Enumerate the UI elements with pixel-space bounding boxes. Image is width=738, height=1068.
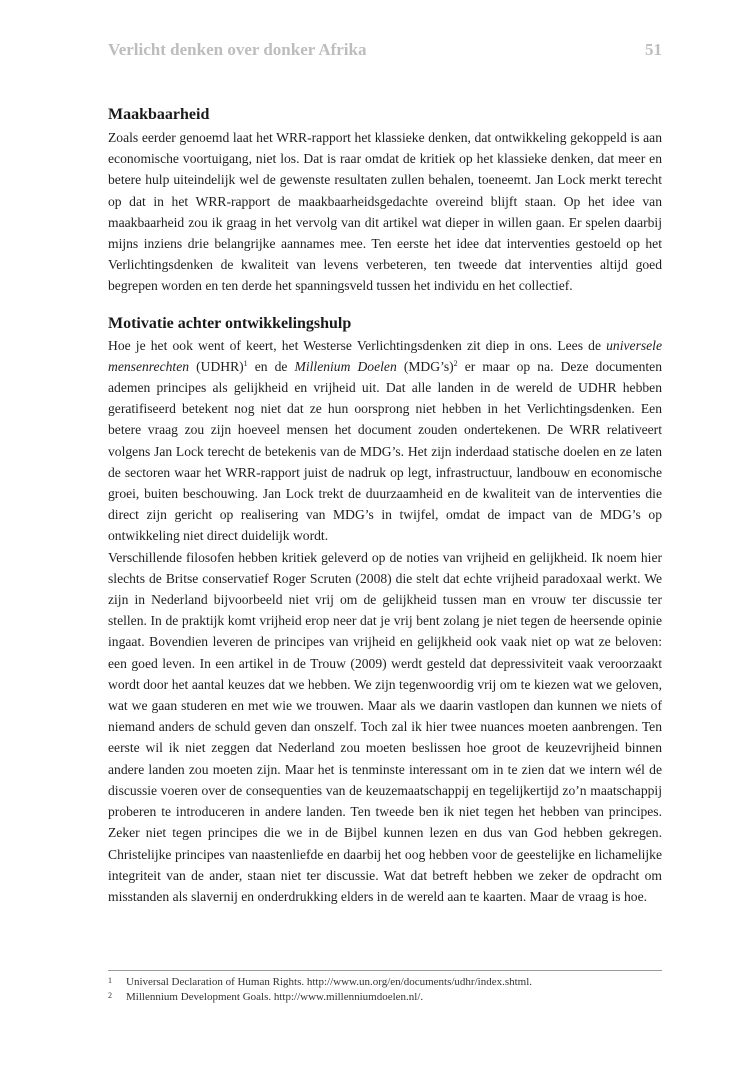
footnote-number: 2 (108, 991, 112, 1000)
footnote-ref-1[interactable]: 1 (243, 358, 248, 368)
footnote-text: Universal Declaration of Human Rights. http://www.un.org/en/documents/udhr/index.shtml. (126, 976, 533, 988)
section-motivatie (108, 313, 662, 907)
footnote-number: 1 (108, 976, 112, 985)
page-number: 51 (645, 40, 662, 59)
paragraph: Verschillende filosofen hebben kritiek geleverd op de noties van vrijheid en gelijkheid. Ik noem hier slechts de Britse conservatief Roger Scruten (2008) die stelt dat echte vrijheid paradoxaal werkt. We zijn in Nederland bijvoorbeeld niet vrij om de gelijkheid tussen man en vrouw ter discussie ter stellen. In de praktijk komt vrijheid erop neer dat je vrij bent zolang je niet tegen de heersende opinie ingaat. Bovendien leveren de principes van vrijheid en gelijkheid ook vaak niet op wat ze beloven: een goed leven. In een artikel in de Trouw (2009) werdt gesteld dat depressiviteit vaak veroorzaakt wordt door het aantal keuzes dat we hebben. We zijn tegenwoordig vrij om te kiezen wat we geloven, wat we gaan studeren en met wie we trouwen. Maar als we daarin vastlopen dan kunnen we niets of niemand anders de schuld geven dan onszelf. Toch zal ik hier twee nuances moeten aanbrengen. Ten eerste wil ik niet zeggen dat Nederland zou moeten beslissen hoe groot de keuzevrijheid binnen andere landen zou moeten zijn. Maar het is tenminste interessant om in te zien dat we intern wél de discussie voeren over de consequenties van de keuzemaatschappij en tegelijkertijd zo’n maatschappij proberen te introduceren in andere landen. Ten tweede ben ik niet tegen het hebben van principes. Zeker niet tegen principes die we in de Bijbel kunnen lezen en dus van God hebben gekregen. Christelijke principes van naastenliefde en daarbij het oog hebben voor de geestelijke en lichamelijke integriteit van de ander, staan niet ter discussie. Wat dat betreft hebben we zeker de opdracht om misstanden als slavernij en onderdrukking elders in de wereld aan te kaarten. Maar de vraag is hoe. (108, 549, 662, 904)
text-run: er maar op na. Deze documenten ademen principes als gelijkheid en vrijheid uit. Dat alle landen in de wereld de UDHR hebben geratifiseerd betekent nog niet dat ze hun oorsprong niet hebben in het Verlichtingsdenken. Een betere vraag zou zijn hoeveel mensen het document zouden ondertekenen. De WRR relativeert volgens Jan Lock terecht de betekenis van de MDG’s. Het zijn inderdaad statische doelen en ze laten de sectoren waar het WRR-rapport juist de nadruk op legt, infrastructuur, landbouw en economische groei, buiten beschouwing. Jan Lock trekt de duurzaamheid en de kwaliteit van de interventies die direct zijn gericht op realisering van MDG’s in twijfel, omdat de impact van de MDG’s op ontwikkeling niet direct duidelijk wordt. (108, 358, 662, 544)
text-run: en de (247, 358, 295, 374)
text-run: Hoe je het ook went of keert, het Westerse Verlichtingsdenken zit diep in ons. Lees de (108, 337, 607, 353)
footnote-rule (108, 970, 662, 971)
footnote-1 (108, 975, 662, 990)
section-maakbaarheid (108, 104, 662, 297)
udhr-title: universele mensenrechten (108, 337, 662, 374)
footnotes (108, 970, 662, 1005)
footnote-2 (108, 990, 662, 1005)
section-heading: Motivatie achter ontwikkelingshulp (108, 314, 352, 332)
main-text (108, 104, 662, 907)
running-header (108, 40, 662, 64)
text-run: (MDG’s) (396, 358, 454, 374)
paragraph: Zoals eerder genoemd laat het WRR-rapport het klassieke denken, dat ontwikkeling gekoppeld is aan economische voortuigang, niet los. Dat is raar omdat de kritiek op het klassieke denken, dat meer en betere hulp uiteindelijk wel de gewenste resultaten zullen behalen, toeneemt. Jan Lock merkt terecht op dat in het WRR-rapport de maakbaarheidsgedachte overeind blijft staan. Op het idee van maakbaarheid zou ik graag in het vervolg van dit artikel wat dieper in willen gaan. Er spelen daarbij mijns inziens drie belangrijke aannames mee. Ten eerste het idee dat interventies gestoeld op het Verlichtingsdenken de kwaliteit van levens verbeteren, ten tweede dat interventies altijd goed begrepen worden en ten derde het spanningsveld tussen het individu en het collectief. (108, 130, 662, 294)
running-title: Verlicht denken over donker Afrika (108, 40, 367, 59)
footnote-ref-2[interactable]: 2 (453, 358, 458, 368)
text-run: (UDHR) (189, 358, 244, 374)
section-heading: Maakbaarheid (108, 106, 210, 123)
mdg-title: Millenium Doelen (294, 358, 397, 374)
footnote-text: Millennium Development Goals. http://www.millenniumdoelen.nl/. (126, 991, 424, 1003)
paragraph (108, 335, 662, 547)
